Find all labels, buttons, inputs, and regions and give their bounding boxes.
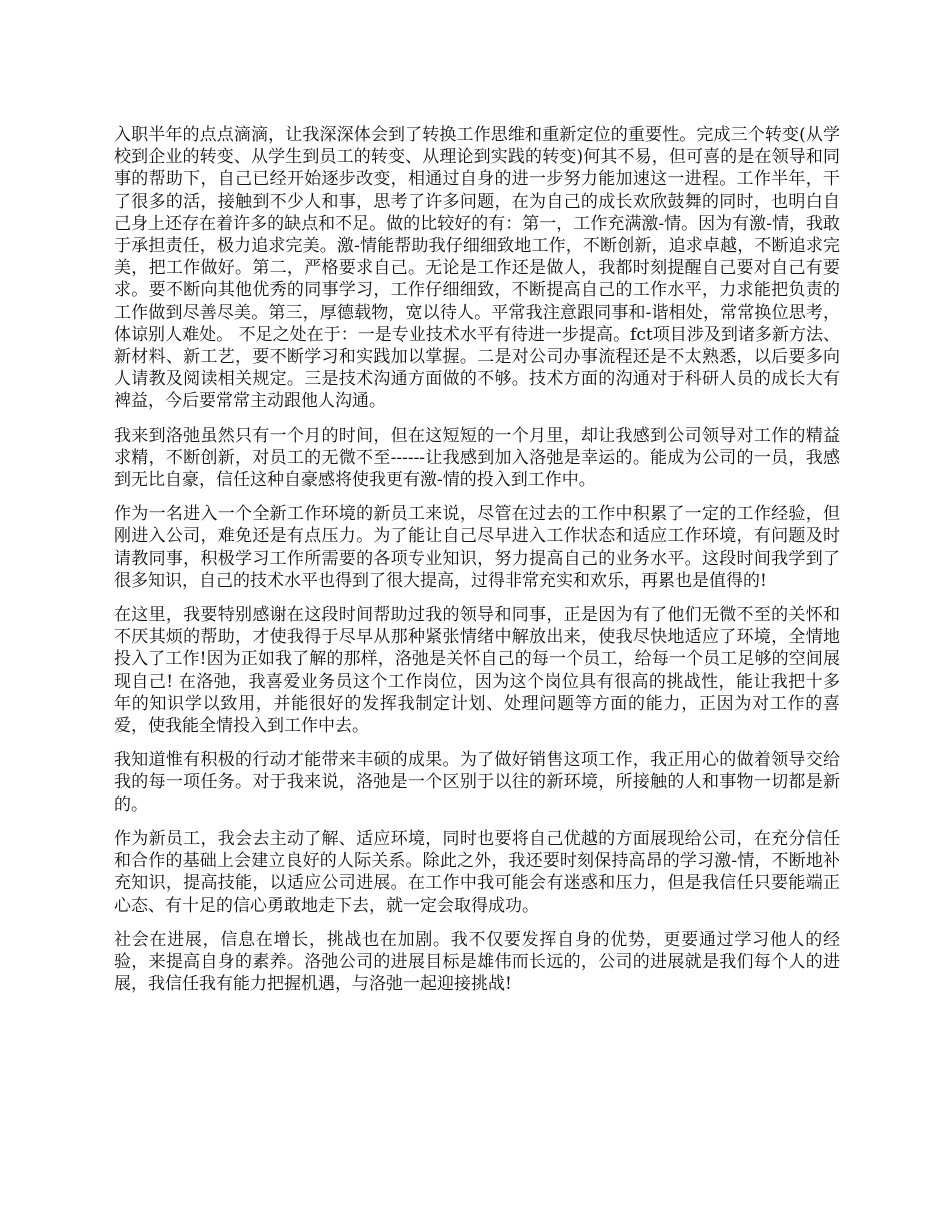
paragraph-2: 我来到洛弛虽然只有一个月的时间，但在这短短的一个月里，却让我感到公司领导对工作的精益求精，不断创新，对员工的无微不至------让我感到加入洛弛是幸运的。能成为公司的一员，我感到无比自豪，信任这种自豪感将使我更有激-情的投入到工作中。 xyxy=(114,425,840,491)
paragraph-6: 作为新员工，我会去主动了解、适应环境，同时也要将自己优越的方面展现给公司，在充分信任和合作的基础上会建立良好的人际关系。除此之外，我还要时刻保持高昂的学习激-情，不断地补充知识，提高技能，以适应公司进展。在工作中我可能会有迷惑和压力，但是我信任只要能端正心态、有十足的信心勇敢地走下去，就一定会取得成功。 xyxy=(114,828,840,916)
paragraph-5: 我知道惟有积极的行动才能带来丰硕的成果。为了做好销售这项工作，我正用心的做着领导交给我的每一项任务。对于我来说，洛弛是一个区别于以往的新环境，所接触的人和事物一切都是新的。 xyxy=(114,750,840,815)
paragraph-1: 入职半年的点点滴滴，让我深深体会到了转换工作思维和重新定位的重要性。完成三个转变(从学校到企业的转变、从学生到员工的转变、从理论到实践的转变)何其不易，但可喜的是在领导和同事的帮助下，自己已经开始逐步改变，相通过自身的进一步努力能加速这一进程。工作半年，干了很多的活，接触到不少人和事，思考了许多问题，在为自己的成长欢欣鼓舞的同时，也明白自己身上还存在着许多的缺点和不足。做的比较好的有：第一，工作充满激-情。因为有激-情，我敢于承担责任，极力追求完美。激-情能帮助我仔细细致地工作，不断创新，追求卓越，不断追求完美，把工作做好。第二，严格要求自己。无论是工作还是做人，我都时刻提醒自己要对自己有要求。要不断向其他优秀的同事学习，工作仔细细致，不断提高自己的工作水平，力求能把负责的工作做到尽善尽美。第三，厚德载物，宽以待人。平常我注意跟同事和-谐相处，常常换位思考，体谅别人难处。 不足之处在于：一是专业技术水平有待进一步提高。fct项目涉及到诸多新方法、新材料、新工艺，要不断学习和实践加以掌握。二是对公司办事流程还是不太熟悉，以后要多向人请教及阅读相关规定。三是技术沟通方面做的不够。技术方面的沟通对于科研人员的成长大有裨益，今后要常常主动跟他人沟通。 xyxy=(114,125,840,412)
paragraph-4: 在这里，我要特别感谢在这段时间帮助过我的领导和同事，正是因为有了他们无微不至的关怀和不厌其烦的帮助，才使我得于尽早从那种紧张情绪中解放出来，使我尽快地适应了环境，全情地投入了工作!因为正如我了解的那样，洛弛是关怀自己的每一个员工，给每一个员工足够的空间展现自己! 在洛弛，我喜爱业务员这个工作岗位，因为这个岗位具有很高的挑战性，能让我把十多年的知识学以致用，并能很好的发挥我制定计划、处理问题等方面的能力，正因为对工作的喜爱，使我能全情投入到工作中去。 xyxy=(114,605,840,737)
document-page xyxy=(114,124,840,1007)
paragraph-7: 社会在进展，信息在增长，挑战也在加剧。我不仅要发挥自身的优势，更要通过学习他人的经验，来提高自身的素养。洛弛公司的进展目标是雄伟而长远的，公司的进展就是我们每个人的进展，我信任我有能力把握机遇，与洛弛一起迎接挑战! xyxy=(114,929,840,995)
paragraph-3: 作为一名进入一个全新工作环境的新员工来说，尽管在过去的工作中积累了一定的工作经验，但刚进入公司，难免还是有点压力。为了能让自己尽早进入工作状态和适应工作环境，有问题及时请教同事，积极学习工作所需要的各项专业知识，努力提高自己的业务水平。这段时间我学到了很多知识，自己的技术水平也得到了很大提高，过得非常充实和欢乐，再累也是值得的! xyxy=(114,504,840,591)
